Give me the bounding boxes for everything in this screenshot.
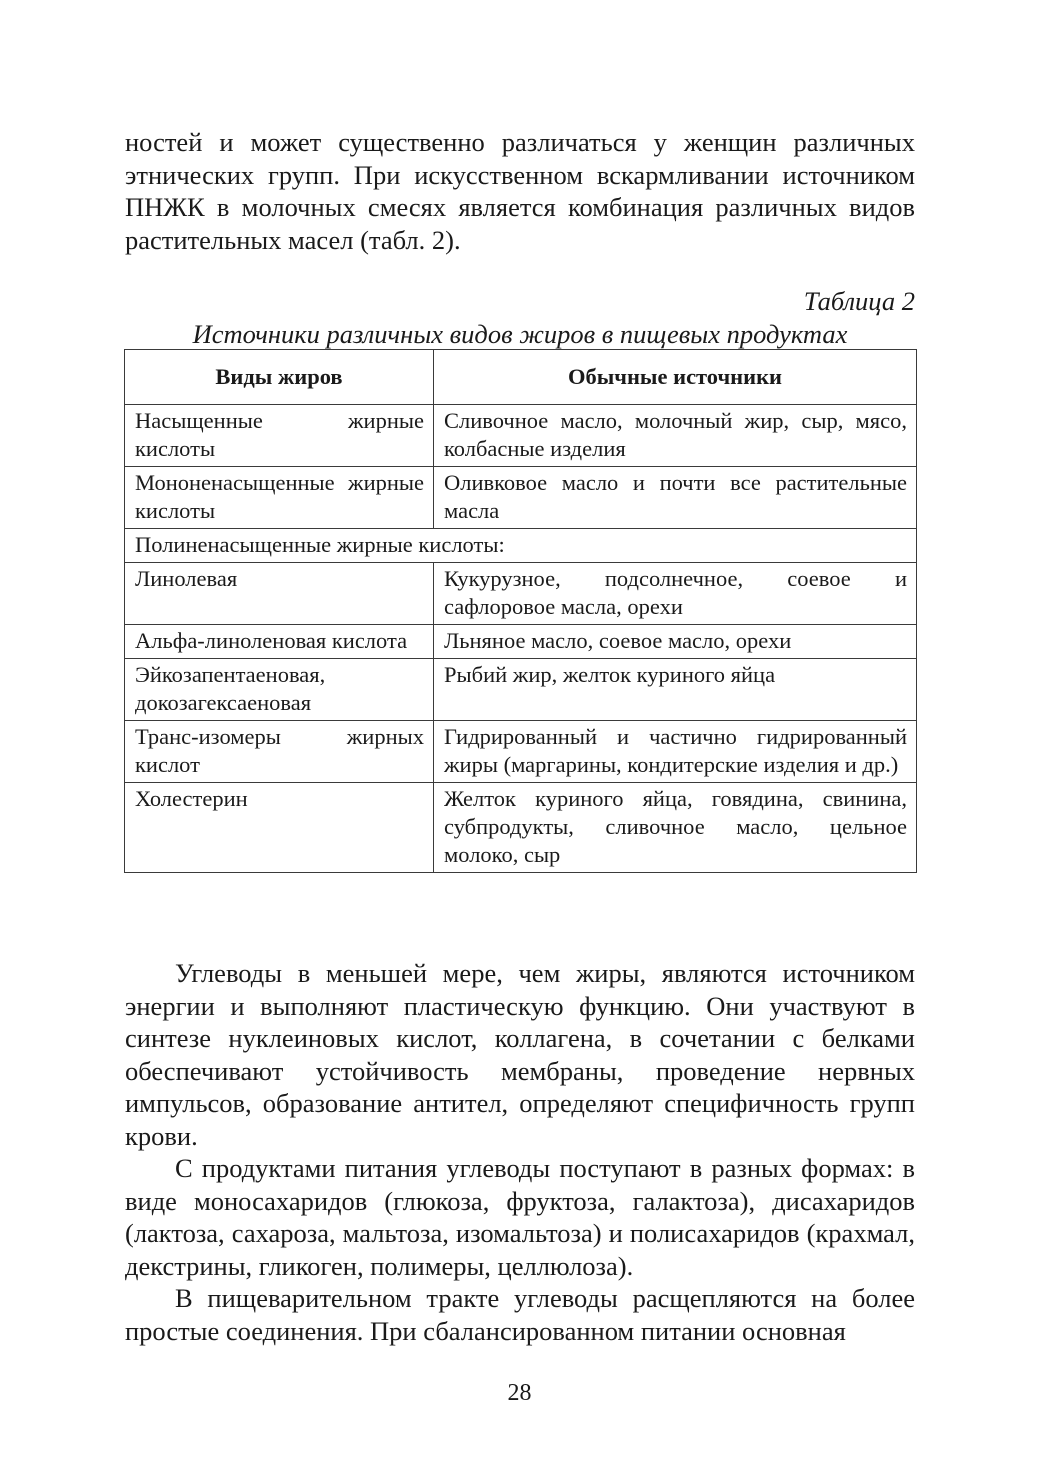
section-cell: Полиненасыщенные жирные кислоты:: [125, 529, 917, 563]
fat-type-cell: Линолевая: [125, 563, 434, 625]
table-header-row: [125, 350, 917, 405]
sources-cell: Рыбий жир, желток куриного яйца: [434, 659, 917, 721]
sources-cell: Желток куриного яйца, говядина, свинина, субпродукты, сливочное масло, цельное молоко, сыр: [434, 783, 917, 873]
table-row: [125, 659, 917, 721]
intro-text: [125, 126, 915, 256]
paragraph: Углеводы в меньшей мере, чем жиры, являются источником энергии и выполняют пластическую функцию. Они участвуют в синтезе нуклеиновых кислот, коллагена, в сочетании с белками обеспечивают устойчивость мембраны, проведение нервных импульсов, образование антител, определяют специфичность групп крови.: [125, 958, 915, 1151]
intro-paragraph: ностей и может существенно различаться у женщин различных этнических групп. При искусственном вскармливании источником ПНЖК в молочных смесях является комбинация различных видов растительных масел (табл. 2).: [125, 127, 915, 255]
table-title: Источники различных видов жиров в пищевых продуктах: [192, 319, 848, 349]
sources-cell: Оливковое масло и почти все растительные масла: [434, 467, 917, 529]
paragraph: С продуктами питания углеводы поступают в разных формах: в виде моносахаридов (глюкоза, фруктоза, галактоза), дисахаридов (лактоза, сахароза, мальтоза, изомальтоза) и полисахаридов (крахмал, декстрины, гликоген, полимеры, целлюлоза).: [125, 1153, 915, 1281]
fat-type-cell: Холестерин: [125, 783, 434, 873]
table-section-row: [125, 529, 917, 563]
sources-cell: Гидрированный и частично гидрированный жиры (маргарины, кондитерские изделия и др.): [434, 721, 917, 783]
table-row: [125, 563, 917, 625]
page-number: 28: [507, 1380, 532, 1406]
fat-type-cell: Мононенасыщенные жирные кислоты: [125, 467, 434, 529]
fat-type-cell: Эйкозапентаеновая, докозагексаеновая: [125, 659, 434, 721]
fat-sources-table: [124, 349, 917, 873]
sources-cell: Кукурузное, подсолнечное, соевое и сафлоровое масла, орехи: [434, 563, 917, 625]
fat-type-cell: Транс-изомеры жирных кислот: [125, 721, 434, 783]
header-fat-types: Виды жиров: [125, 350, 434, 405]
fat-type-cell: Альфа-линоленовая кислота: [125, 625, 434, 659]
body-text: [125, 957, 915, 1347]
table-row: [125, 625, 917, 659]
paragraph: В пищеварительном тракте углеводы расщепляются на более простые соединения. При сбалансированном питании основная: [125, 1283, 915, 1346]
table-row: [125, 721, 917, 783]
table-row: [125, 467, 917, 529]
table-row: [125, 783, 917, 873]
fat-type-cell: Насыщенные жирные кислоты: [125, 405, 434, 467]
table-label: Таблица 2: [803, 286, 915, 316]
header-common-sources: Обычные источники: [434, 350, 917, 405]
table-row: [125, 405, 917, 467]
sources-cell: Льняное масло, соевое масло, орехи: [434, 625, 917, 659]
sources-cell: Сливочное масло, молочный жир, сыр, мясо, колбасные изделия: [434, 405, 917, 467]
